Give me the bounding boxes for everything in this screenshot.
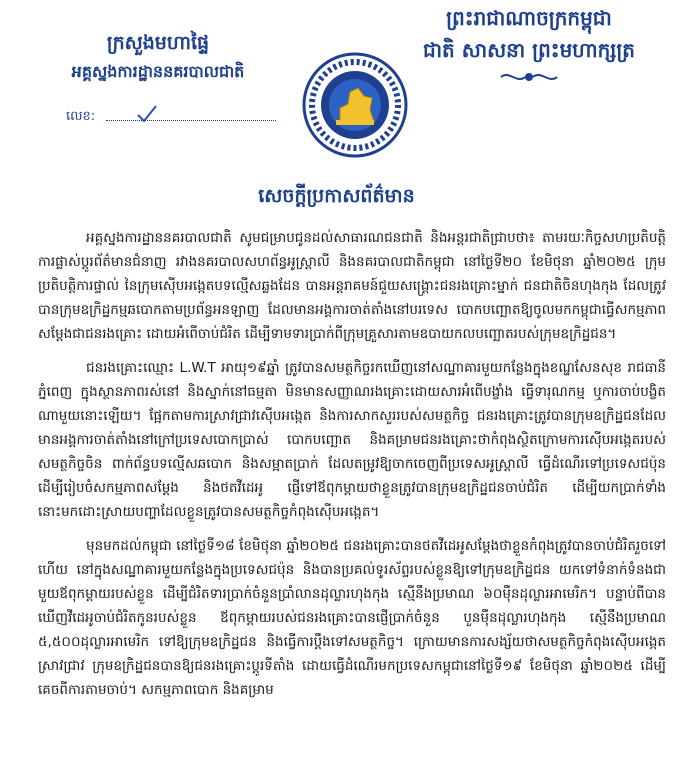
national-motto: ជាតិ សាសនា ព្រះមហាក្សត្រ [423, 38, 635, 62]
ministry-header [38, 30, 278, 84]
checkmark-icon [136, 104, 158, 124]
kingdom-header [379, 4, 673, 84]
department-name: អគ្គស្នងការដ្ឋាននគរបាលជាតិ [71, 62, 245, 81]
document-title: សេចក្តីប្រកាសព័ត៌មាន [258, 185, 415, 207]
paragraph: មុនមកដល់កម្ពុជា នៅថ្ងៃទី១៨ ខែមិថុនា ឆ្នាំ២០២៥ ជនរងគ្រោះបានថតវីដេអូសម្តែងថាខ្លួនកំពុងត្រូវបានចាប់ជំរិតរួចទៅហើយ នៅក្នុងសណ្ឋាគារមួយកន្លែងក្នុងប្រទេសជប៉ុន និងបានប្រគល់ទូរស័ព្ទរបស់ខ្លួនឱ្យទៅក្រុមឧក្រិដ្ឋជន យកទៅទំនាក់ទំនងជាមួយឪពុកម្តាយរបស់ខ្លួន ដើម្បីជំរិតទារប្រាក់ចំនួនប្រាំលានដុល្លារហុងកុង ស្មើនឹងប្រមាណ ៦០ម៉ឺនដុល្លារអាមេរិក។ បន្ទាប់ពីបានឃើញវីដេអូចាប់ជំរិតកូនរបស់ខ្លួន ឪពុកម្តាយរបស់ជនរងគ្រោះបានផ្ញើប្រាក់ចំនួន បួនម៉ឺនដុល្លារហុងកុង ស្មើនឹងប្រមាណ ៥,៥០០ដុល្លារអាមេរិក ទៅឱ្យក្រុមឧក្រិដ្ឋជន និងធ្វើការប្តឹងទៅសមត្ថកិច្ច។ ក្រោយមានការសង្ស័យថាសមត្ថកិច្ចកំពុងស៊ើបអង្កេតស្រាវជ្រាវ ក្រុមឧក្រិដ្ឋជនបានឱ្យជនរងគ្រោះប្តូរទីតាំង ដោយធ្វើដំណើរមកប្រទេសកម្ពុជានៅថ្ងៃទី១៩ ខែមិថុនា ឆ្នាំ២០២៥ ដើម្បីគេចពីការតាមចាប់។ សកម្មភាពបោក និងគម្រាម [38, 538, 666, 698]
ornament-icon [499, 70, 559, 84]
document-body [38, 226, 666, 775]
ministry-name: ក្រសួងមហាផ្ទៃ [106, 32, 210, 54]
reference-dotted-line [106, 120, 276, 121]
reference-label: លេខ: [66, 109, 96, 124]
paragraph: អគ្គស្នងការដ្ឋាននគរបាលជាតិ សូមជម្រាបជូនដល់សាធារណជនជាតិ និងអន្តរជាតិជ្រាបថា៖ តាមរយៈកិច្ចសហប្រតិបត្តិការផ្លាស់ប្តូរព័ត៌មានជំនាញ រវាងនគរបាលសហព័ន្ធអូស្ត្រាលី និងនគរបាលជាតិកម្ពុជា នៅថ្ងៃទី២០ ខែមិថុនា ឆ្នាំ២០២៥ ក្រុមប្រតិបត្តិការផ្ទាល់ នៃក្រុមស៊ើបអង្កេតបទល្មើសឆ្លងដែន បានអន្តរាគមន៍ជួយសង្គ្រោះជនរងគ្រោះម្នាក់ ជនជាតិចិនហុងកុង ដែលត្រូវបានក្រុមឧក្រិដ្ឋកម្មឆបោកតាមប្រព័ន្ធអនឡាញ ដែលមានអង្គការចាត់តាំងនៅបរទេស បោកបញ្ឆោតឱ្យចូលមកកម្ពុជាធ្វើសកម្មភាពសម្តែងជាជនរងគ្រោះ ដោយអំពើចាប់ជំរិត ដើម្បីទាមទារប្រាក់ពីក្រុមគ្រួសារតាមឧបាយកលបញ្ឆោតរបស់ក្រុមឧក្រិដ្ឋជន។ [38, 230, 666, 342]
paragraph: ជនរងគ្រោះឈ្មោះ L.W.T អាយុ១៩ឆ្នាំ ត្រូវបានសមត្ថកិច្ចរកឃើញនៅសណ្ឋាគារមួយកន្លែងក្នុងខណ្ឌសែនសុខ រាជធានីភ្នំពេញ ក្នុងស្ថានភាពរស់នៅ និងស្នាក់នៅធម្មតា មិនមានសញ្ញាណរងគ្រោះដោយសារអំពើបង្ខាំង ធ្វើទារុណកម្ម ឬការចាប់បង្ខិតណាមួយនោះឡើយ។ ផ្អែកតាមការស្រាវជ្រាវស៊ើបអង្កេត និងការសាកសួររបស់សមត្ថកិច្ច ជនរងគ្រោះត្រូវបានក្រុមឧក្រិដ្ឋជនដែលមានអង្គការចាត់តាំងនៅក្រៅប្រទេសបោកប្រាស់ បោកបញ្ឆោត និងគម្រាមជនរងគ្រោះថាកំពុងស្ថិតក្រោមការស៊ើបអង្កេតរបស់សមត្ថកិច្ចចិន ពាក់ព័ន្ធបទល្មើសឆបោក និងសម្អាតប្រាក់ ដែលតម្រូវឱ្យចាកចេញពីប្រទេសអូស្ត្រាលី ធ្វើដំណើរទៅប្រទេសជប៉ុនដើម្បីរៀបចំសកម្មភាពសម្តែង និងថតវីដេអូ ផ្ញើទៅឪពុកម្តាយថាខ្លួនត្រូវបានក្រុមឧក្រិដ្ឋជនចាប់ជំរិត ដើម្បីយកប្រាក់ទាំងនោះមកដោះស្រាយបញ្ហាដែលខ្លួនត្រូវបានសមត្ថកិច្ចកំពុងស៊ើបអង្កេត។ [38, 360, 666, 520]
kingdom-name: ព្រះរាជាណាចក្រកម្ពុជា [446, 6, 612, 30]
reference-number [66, 108, 286, 130]
national-police-emblem-icon [302, 52, 408, 158]
